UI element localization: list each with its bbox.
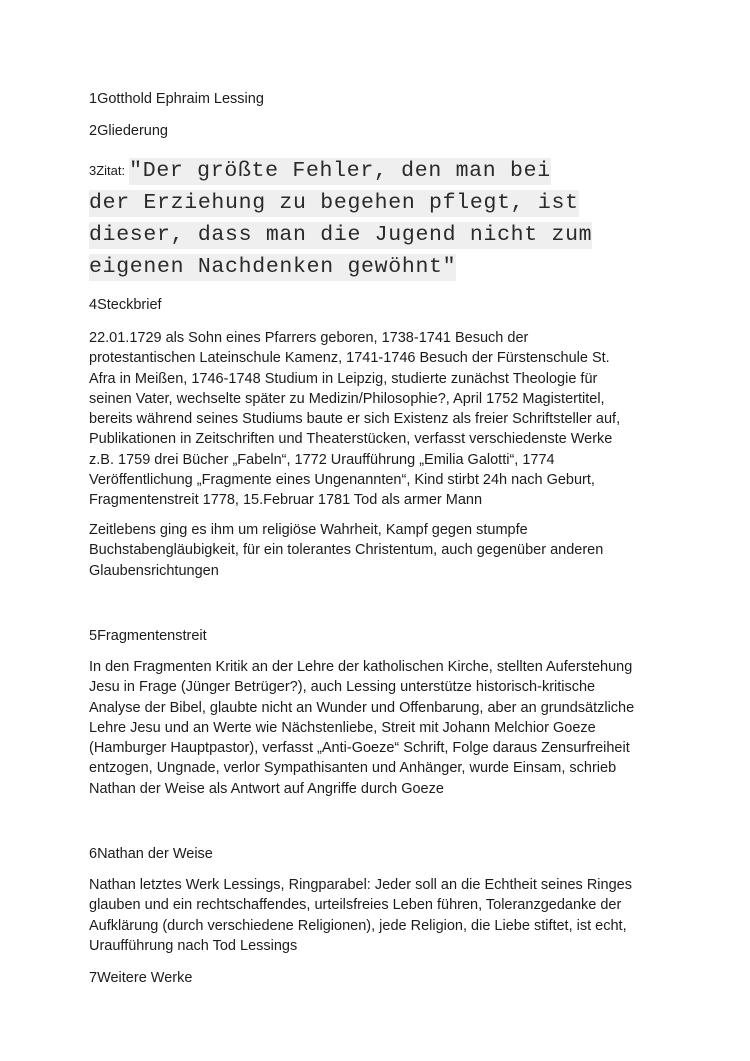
- gliederung-heading: 2Gliederung: [89, 123, 168, 139]
- zitat-block: [89, 155, 649, 283]
- zitat-label: 3Zitat:: [89, 163, 126, 178]
- weitere-werke-heading: 7Weitere Werke: [89, 970, 193, 986]
- nathan-heading: 6Nathan der Weise: [89, 846, 213, 862]
- fragmentenstreit-paragraph: In den Fragmenten Kritik an der Lehre der katholischen Kirche, stellten Auferstehung Jesu in Frage (Jünger Betrüger?), auch Lessing unterstütze historisch-kritische Analyse der Bibel, glaubte nicht an Wunder und Offenbarung, aber an grundsätzliche Lehre Jesu und an Werte wie Nächstenliebe, Streit mit Johann Melchior Goeze (Hamburger Hauptpastor), verfasst „Anti-Goeze“ Schrift, Folge daraus Zensurfreiheit entzogen, Ungnade, verlor Sympathisanten und Anhänger, wurde Einsam, schrieb Nathan der Weise als Antwort auf Angriffe durch Goeze: [89, 659, 635, 797]
- steckbrief-heading: 4Steckbrief: [89, 297, 162, 313]
- steckbrief-paragraph-2: Zeitlebens ging es ihm um religiöse Wahrheit, Kampf gegen stumpfe Buchstabengläubigkeit, für ein tolerantes Christentum, auch gegenüber anderen Glaubensrichtungen: [89, 522, 604, 579]
- fragmentenstreit-heading: 5Fragmentenstreit: [89, 628, 207, 644]
- zitat-line: [89, 187, 649, 219]
- zitat-text: dieser, dass man die Jugend nicht zum: [89, 223, 593, 247]
- zitat-line: [89, 219, 649, 251]
- zitat-text: "Der größte Fehler, den man bei: [129, 159, 551, 183]
- zitat-line: [89, 251, 649, 283]
- zitat-text: der Erziehung zu begehen pflegt, ist: [89, 191, 579, 215]
- steckbrief-paragraph: 22.01.1729 als Sohn eines Pfarrers geboren, 1738-1741 Besuch der protestantischen Lateinschule Kamenz, 1741-1746 Besuch der Fürstenschule St. Afra in Meißen, 1746-1748 Studium in Leipzig, studierte zunächst Theologie für seinen Vater, wechselte später zu Medizin/Philosophie?, April 1752 Magistertitel, bereits während seines Studiums baute er sich Existenz als freier Schriftsteller auf, Publikationen in Zeitschriften und Theaterstücken, verfasst verschiedenste Werke z.B. 1759 drei Bücher „Fabeln“, 1772 Uraufführung „Emilia Galotti“, 1774 Veröffentlichung „Fragmente eines Ungenannten“, Kind stirbt 24h nach Geburt, Fragmentenstreit 1778, 15.Februar 1781 Tod als armer Mann: [89, 330, 621, 509]
- nathan-paragraph: Nathan letztes Werk Lessings, Ringparabel: Jeder soll an die Echtheit seines Ringes glauben und ein rechtschaffendes, urteilsfreies Leben führen, Toleranzgedanke der Aufklärung (durch verschiedene Religionen), jede Religion, die Liebe stiftet, ist echt, Uraufführung nach Tod Lessings: [89, 877, 632, 954]
- title-heading: 1Gotthold Ephraim Lessing: [89, 91, 264, 107]
- zitat-text: eigenen Nachdenken gewöhnt": [89, 255, 457, 279]
- zitat-line: [89, 155, 649, 187]
